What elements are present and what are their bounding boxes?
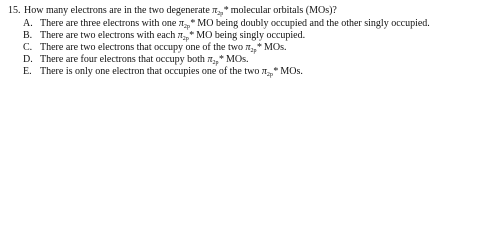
option-text-after: MOs. <box>225 54 249 65</box>
option-text-before: There are two electrons that occupy one of the two <box>40 42 243 53</box>
option-text-after: MOs. <box>264 42 287 53</box>
pi-star: * <box>188 30 194 41</box>
option-a[interactable] <box>23 18 430 30</box>
question-15 <box>0 0 489 92</box>
option-text-after: MO being singly occupied. <box>196 30 306 41</box>
option-text-before: There are four electrons that occupy both <box>40 54 205 65</box>
question-text-after: molecular orbitals (MOs)? <box>230 5 337 16</box>
pi-letter: π <box>207 54 213 65</box>
pi-letter: π <box>212 5 218 16</box>
pi-subscript: 2p <box>266 72 273 78</box>
option-text-after: MOs. <box>280 66 303 77</box>
pi-star-symbol <box>212 5 228 16</box>
pi-star: * <box>256 42 262 53</box>
pi-star-symbol <box>179 18 195 29</box>
pi-letter: π <box>178 18 184 29</box>
pi-star-symbol <box>178 30 194 41</box>
option-e[interactable] <box>23 66 430 78</box>
option-letter: E. <box>23 66 32 77</box>
pi-star: * <box>223 5 229 16</box>
pi-subscript: 2p <box>250 48 257 54</box>
pi-star-symbol <box>262 66 278 77</box>
option-letter: B. <box>23 30 33 41</box>
option-text-before: There are two electrons with each <box>40 30 176 41</box>
option-text-after: MO being doubly occupied and the other singly occupied. <box>197 18 430 29</box>
question-number: 15. <box>8 5 21 16</box>
pi-letter: π <box>245 42 251 53</box>
pi-star-symbol <box>245 42 261 53</box>
pi-subscript: 2p <box>182 36 189 42</box>
pi-star: * <box>218 54 224 65</box>
answer-options <box>23 18 430 78</box>
pi-letter: π <box>261 66 267 77</box>
option-b[interactable] <box>23 30 430 42</box>
pi-subscript: 2p <box>183 24 190 30</box>
pi-star: * <box>272 66 278 77</box>
option-letter: A. <box>23 18 33 29</box>
option-c[interactable] <box>23 42 430 54</box>
pi-star-symbol <box>207 54 223 65</box>
pi-subscript: 2p <box>212 60 219 66</box>
option-text-before: There are three electrons with one <box>40 18 177 29</box>
option-d[interactable] <box>23 54 430 66</box>
question-text-before: How many electrons are in the two degenerate <box>24 5 210 16</box>
pi-letter: π <box>177 30 183 41</box>
option-letter: C. <box>23 42 33 53</box>
option-letter: D. <box>23 54 33 65</box>
option-text-before: There is only one electron that occupies one of the two <box>40 66 260 77</box>
pi-subscript: 2p <box>217 11 224 17</box>
pi-star: * <box>189 18 195 29</box>
